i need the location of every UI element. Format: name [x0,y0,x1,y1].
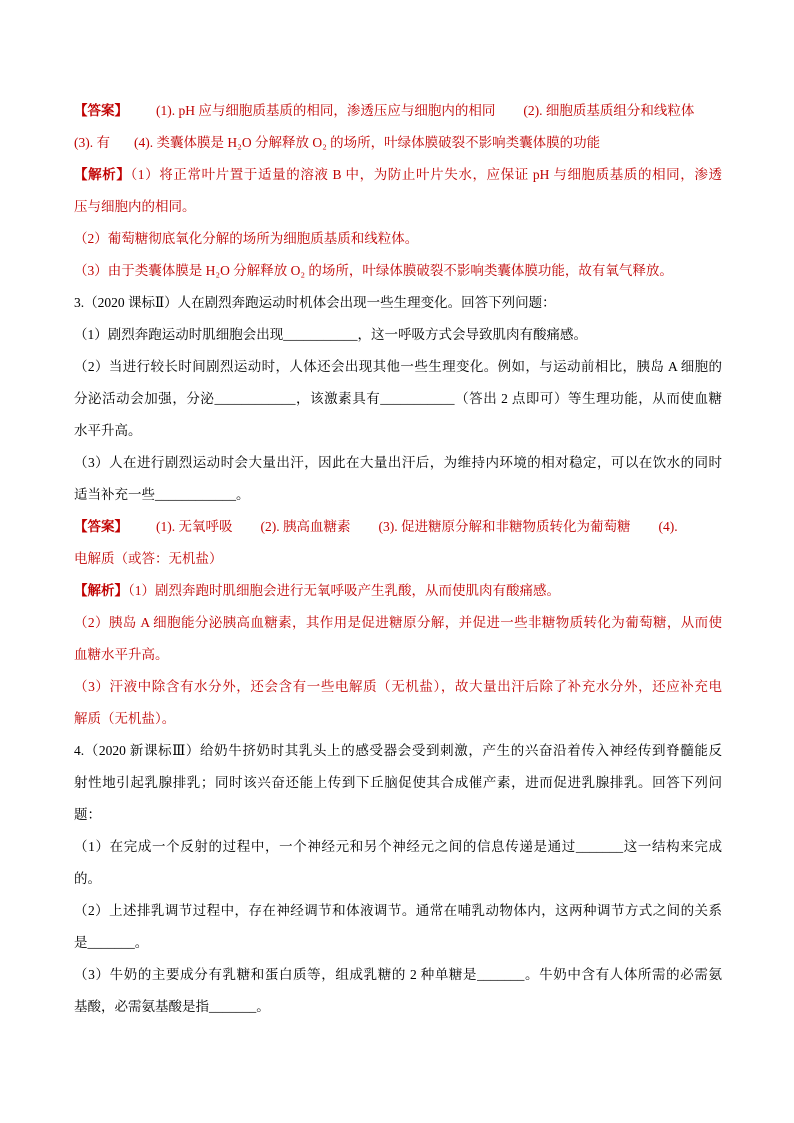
question-stem: 射性地引起乳腺排乳；同时该兴奋还能上传到下丘脑促使其合成催产素，进而促进乳腺排乳。回答下列问 [74,775,722,790]
q2-analysis [74,159,722,287]
question-line: （1）剧烈奔跑运动时肌细胞会出现___________，这一呼吸方式会导致肌肉有酸痛感。 [74,327,587,342]
question-3 [74,287,722,511]
q3-answer [74,511,722,575]
analysis-line: （3）汗液中除含有水分外，还会含有一些电解质（无机盐），故大量出汗后除了补充水分外，还应补充电 [74,679,722,694]
analysis-label: 【解析】 [74,583,128,598]
answer-item: (4). [658,519,678,534]
answer-row [74,95,722,127]
question-line: 分泌活动会加强，分泌____________，该激素具有___________（答出 2 点即可）等生理功能，从而使血糖 [74,391,722,406]
answer-label: 【答案】 [74,519,128,534]
question-4 [74,735,722,1023]
answer-item: (1). 无氧呼吸 [156,519,233,534]
answer-item: (3). 促进糖原分解和非糖物质转化为葡萄糖 [378,519,631,534]
q3-analysis [74,575,722,735]
question-line: （3）牛奶的主要成分有乳糖和蛋白质等，组成乳糖的 2 种单糖是_______。牛奶中含有人体所需的必需氨 [74,967,722,982]
question-stem: 3.（2020 课标Ⅱ）人在剧烈奔跑运动时机体会出现一些生理变化。回答下列问题： [74,295,556,310]
q2-answer [74,95,722,159]
document-page [74,95,722,1023]
analysis-line: 解质（无机盐）。 [74,711,176,726]
analysis-line: （3）由于类囊体膜是 H₂O 分解释放 O₂ 的场所，叶绿体膜破裂不影响类囊体膜功能，故有氧气释放。 [74,263,673,278]
analysis-line: （2）胰岛 A 细胞能分泌胰高血糖素，其作用是促进糖原分解，并促进一些非糖物质转化为葡萄糖，从而使 [74,615,722,630]
question-line: （1）在完成一个反射的过程中，一个神经元和另个神经元之间的信息传递是通过_______这一结构来完成 [74,839,722,854]
answer-item: (1). pH 应与细胞质基质的相同，渗透压应与细胞内的相同 [156,103,496,118]
analysis-line: 压与细胞内的相同。 [74,199,196,214]
question-line: 是_______。 [74,935,149,950]
answer-item: (3). 有 [74,135,110,150]
answer-row [74,511,722,543]
answer-label: 【答案】 [74,103,128,118]
analysis-label: 【解析】 [74,167,131,182]
analysis-line [74,159,722,191]
question-line: 适当补充一些____________。 [74,487,250,502]
analysis-text: （1）剧烈奔跑时肌细胞会进行无氧呼吸产生乳酸，从而使肌肉有酸痛感。 [128,583,560,598]
answer-item: (4). 类囊体膜是 H₂O 分解释放 O₂ 的场所，叶绿体膜破裂不影响类囊体膜的功能 [134,135,601,150]
question-line: （3）人在进行剧烈运动时会大量出汗，因此在大量出汗后，为维持内环境的相对稳定，可以在饮水的同时 [74,455,722,470]
answer-row [74,127,722,159]
question-line: （2）上述排乳调节过程中，存在神经调节和体液调节。通常在哺乳动物体内，这两种调节方式之间的关系 [74,903,722,918]
question-line: （2）当进行较长时间剧烈运动时，人体还会出现其他一些生理变化。例如，与运动前相比，胰岛 A 细胞的 [74,359,722,374]
answer-item: (2). 细胞质基质组分和线粒体 [523,103,695,118]
analysis-line: 血糖水平升高。 [74,647,169,662]
question-line: 基酸，必需氨基酸是指_______。 [74,999,270,1014]
question-line: 水平升高。 [74,423,142,438]
answer-item: (2). 胰高血糖素 [260,519,351,534]
question-stem: 4.（2020 新课标Ⅲ）给奶牛挤奶时其乳头上的感受器会受到刺激，产生的兴奋沿着传入神经传到脊髓能反 [74,743,722,758]
analysis-line: （2）葡萄糖彻底氧化分解的场所为细胞质基质和线粒体。 [74,231,419,246]
analysis-line [74,575,722,607]
question-line: 的。 [74,871,101,886]
analysis-text: （1）将正常叶片置于适量的溶液 B 中，为防止叶片失水，应保证 pH 与细胞质基质的相同，渗透 [130,167,722,182]
question-stem: 题： [74,807,101,822]
answer-continuation: 电解质（或答：无机盐） [74,551,223,566]
